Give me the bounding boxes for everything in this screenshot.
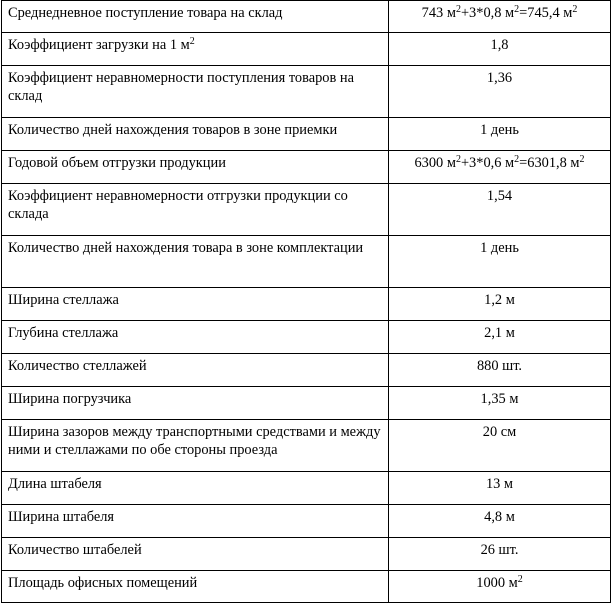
- row-value: 1 день: [389, 236, 611, 288]
- row-value: 4,8 м: [389, 505, 611, 538]
- row-label: Глубина стеллажа: [2, 321, 389, 354]
- row-label: Коэффициент загрузки на 1 $м^2$: [2, 33, 389, 66]
- row-label: Длина штабеля: [2, 472, 389, 505]
- row-label: Среднедневное поступление товара на склад: [2, 1, 389, 33]
- parameters-table: [1, 0, 611, 603]
- table-row: [2, 118, 611, 151]
- table-row: [2, 184, 611, 236]
- row-label: Коэффициент неравномерности отгрузки продукции со склада: [2, 184, 389, 236]
- row-label: Количество дней нахождения товара в зоне комплектации: [2, 236, 389, 288]
- table-row: [2, 571, 611, 603]
- row-value: 1,8: [389, 33, 611, 66]
- row-value: 6300 $м^2+3*0,6$ $м^2=6301,8$ $м^2$: [389, 151, 611, 184]
- row-value: 1000 $м^2$: [389, 571, 611, 603]
- row-label: Ширина зазоров между транспортными средствами и между ними и стеллажами по обе стороны проезда: [2, 420, 389, 472]
- table-row: [2, 1, 611, 33]
- row-label: Количество стеллажей: [2, 354, 389, 387]
- row-value: 880 шт.: [389, 354, 611, 387]
- row-label: Количество штабелей: [2, 538, 389, 571]
- table-row: [2, 538, 611, 571]
- row-label: Площадь офисных помещений: [2, 571, 389, 603]
- row-value: 2,1 м: [389, 321, 611, 354]
- table-row: [2, 288, 611, 321]
- row-label: Ширина штабеля: [2, 505, 389, 538]
- table-row: [2, 33, 611, 66]
- row-value: 743 $м^2+3*0,8$ $м^2=745,4$ $м^2$: [389, 1, 611, 33]
- table-row: [2, 420, 611, 472]
- row-value: 1,54: [389, 184, 611, 236]
- table-row: [2, 321, 611, 354]
- table-row: [2, 151, 611, 184]
- row-value: 1,36: [389, 66, 611, 118]
- row-label: Ширина погрузчика: [2, 387, 389, 420]
- row-value: 1 день: [389, 118, 611, 151]
- table-row: [2, 472, 611, 505]
- table-row: [2, 387, 611, 420]
- row-value: 26 шт.: [389, 538, 611, 571]
- table-row: [2, 505, 611, 538]
- row-label: Ширина стеллажа: [2, 288, 389, 321]
- table-row: [2, 66, 611, 118]
- row-value: 20 см: [389, 420, 611, 472]
- table-row: [2, 354, 611, 387]
- row-value: 13 м: [389, 472, 611, 505]
- row-label: Годовой объем отгрузки продукции: [2, 151, 389, 184]
- row-value: 1,2 м: [389, 288, 611, 321]
- row-value: 1,35 м: [389, 387, 611, 420]
- row-label: Количество дней нахождения товаров в зоне приемки: [2, 118, 389, 151]
- table-row: [2, 236, 611, 288]
- row-label: Коэффициент неравномерности поступления товаров на склад: [2, 66, 389, 118]
